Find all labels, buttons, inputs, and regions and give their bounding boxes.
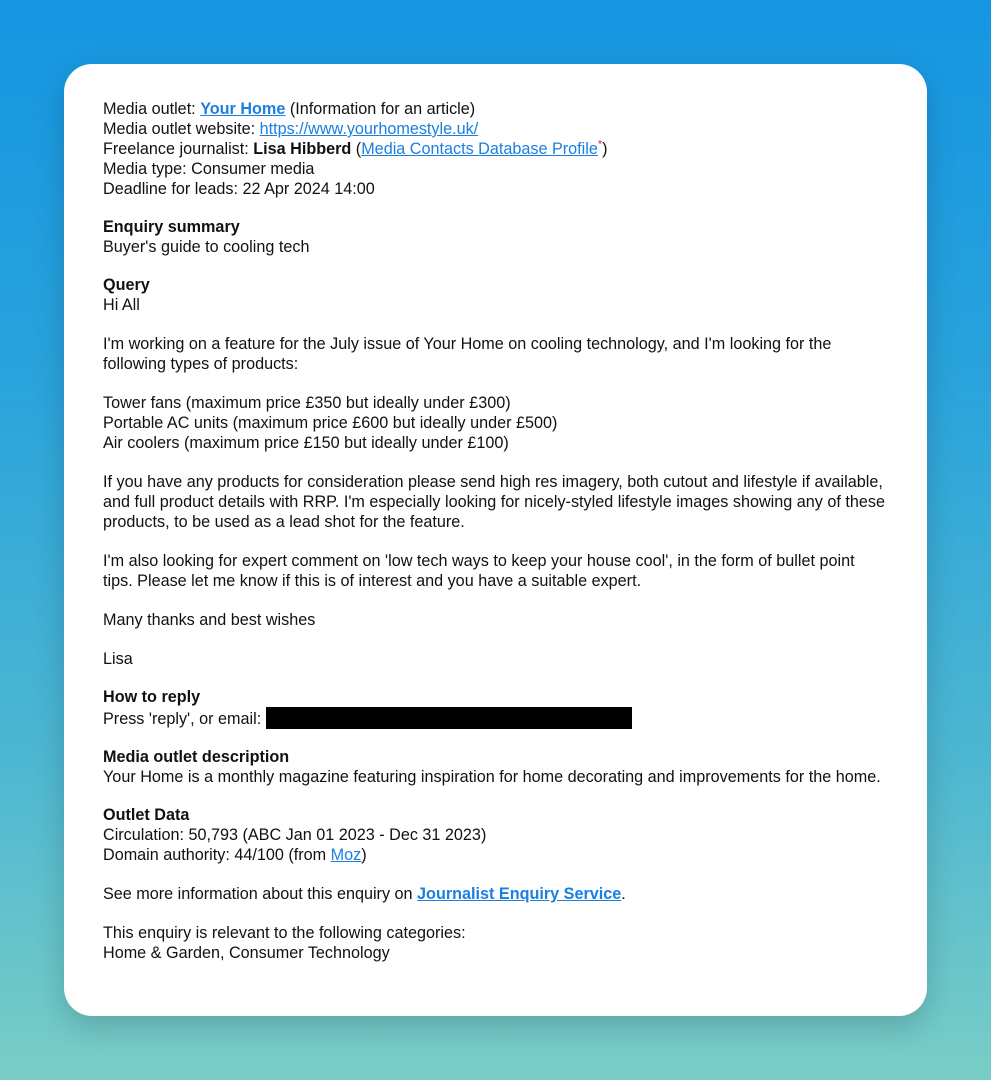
query-signoff: Many thanks and best wishes	[103, 611, 316, 629]
journalist-line: Freelance journalist: Lisa Hibberd (Media Contacts Database Profile*)	[103, 138, 608, 158]
product-item: Air coolers (maximum price £150 but ideally under £100)	[103, 434, 509, 452]
website-link[interactable]: https://www.yourhomestyle.uk/	[259, 120, 479, 138]
query-paragraph: I'm also looking for expert comment on 'low tech ways to keep your house cool', in the form of bullet point tips. Please let me know if this is of interest and you have a suitable expert.	[103, 552, 855, 590]
description-text: Your Home is a monthly magazine featuring inspiration for home decorating and improvements for the home.	[103, 768, 881, 786]
query-heading: Query	[103, 276, 150, 294]
journalist-name: Lisa Hibberd	[253, 140, 352, 158]
profile-link[interactable]: Media Contacts Database Profile	[361, 140, 598, 158]
media-type: Media type: Consumer media	[103, 160, 315, 178]
product-item: Portable AC units (maximum price £600 but ideally under £500)	[103, 414, 558, 432]
outlet-data-heading: Outlet Data	[103, 806, 190, 824]
summary-text: Buyer's guide to cooling tech	[103, 238, 310, 256]
domain-authority: Domain authority: 44/100 (from Moz)	[103, 846, 367, 864]
description-heading: Media outlet description	[103, 748, 290, 766]
asterisk-icon: *	[597, 138, 603, 151]
query-greeting: Hi All	[103, 296, 140, 314]
reply-line: Press 'reply', or email:	[103, 707, 888, 729]
query-intro: I'm working on a feature for the July issue of Your Home on cooling technology, and I'm looking for the following types of products:	[103, 335, 832, 373]
enquiry-card	[64, 64, 927, 1016]
query-name: Lisa	[103, 650, 133, 668]
redacted-email	[266, 707, 632, 729]
categories-list: Home & Garden, Consumer Technology	[103, 944, 390, 962]
journalist-enquiry-service-link[interactable]: Journalist Enquiry Service	[417, 885, 622, 903]
media-outlet-link[interactable]: Your Home	[200, 100, 286, 118]
deadline: Deadline for leads: 22 Apr 2024 14:00	[103, 180, 375, 198]
moz-link[interactable]: Moz	[330, 846, 362, 864]
categories-label: This enquiry is relevant to the following categories:	[103, 924, 466, 942]
circulation: Circulation: 50,793 (ABC Jan 01 2023 - Dec 31 2023)	[103, 826, 487, 844]
summary-heading: Enquiry summary	[103, 218, 240, 236]
product-item: Tower fans (maximum price £350 but ideally under £300)	[103, 394, 511, 412]
query-paragraph: If you have any products for consideration please send high res imagery, both cutout and lifestyle if available, and full product details with RRP. I'm especially looking for nicely-styled lifestyle images showing any of these products, to be used as a lead shot for the feature.	[103, 473, 885, 531]
reply-heading: How to reply	[103, 688, 201, 706]
media-outlet-line: Media outlet: Your Home (Information for an article)	[103, 100, 476, 118]
website-line: Media outlet website: https://www.yourhomestyle.uk/	[103, 120, 479, 138]
more-info-line: See more information about this enquiry on Journalist Enquiry Service.	[103, 885, 626, 903]
